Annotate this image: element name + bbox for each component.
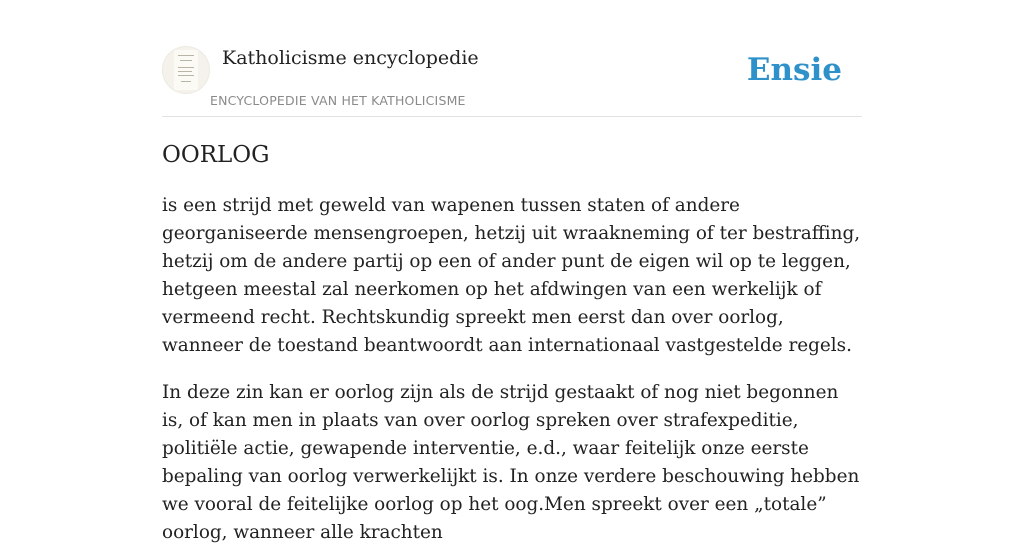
book-cover-icon: [174, 50, 198, 90]
site-header: [162, 0, 862, 117]
site-title[interactable]: Katholicisme encyclopedie: [222, 47, 479, 69]
article-paragraph-2: In deze zin kan er oorlog zijn als de strijd gestaakt of nog niet begonnen is, of kan men in plaats van over oorlog spreken over strafexpeditie, politiële actie, gewapende interventie, e.d., waar feitelijk onze eerste bepaling van oorlog verwerkelijkt is. In onze verdere beschouwing hebben we vooral de feitelijke oorlog op het oog.Men spreekt over een „totale” oorlog, wanneer alle krachten: [162, 382, 860, 543]
ensie-logo[interactable]: Ensie: [746, 52, 842, 88]
article: [162, 138, 862, 543]
site-subtitle: ENCYCLOPEDIE VAN HET KATHOLICISME: [210, 93, 466, 108]
article-paragraph-1: is een strijd met geweld van wapenen tussen staten of andere georganiseerde mensengroepen, hetzij uit wraakneming of ter bestraffing, hetzij om de andere partij op een of ander punt de eigen wil op te leggen, hetgeen meestal zal neerkomen op het afdwingen van een werkelijk of vermeend recht. Rechtskundig spreekt men eerst dan over oorlog, wanneer de toestand beantwoordt aan internationaal vastgestelde regels.: [162, 195, 861, 356]
article-title: OORLOG: [162, 142, 270, 168]
encyclopedia-avatar[interactable]: [162, 46, 210, 94]
